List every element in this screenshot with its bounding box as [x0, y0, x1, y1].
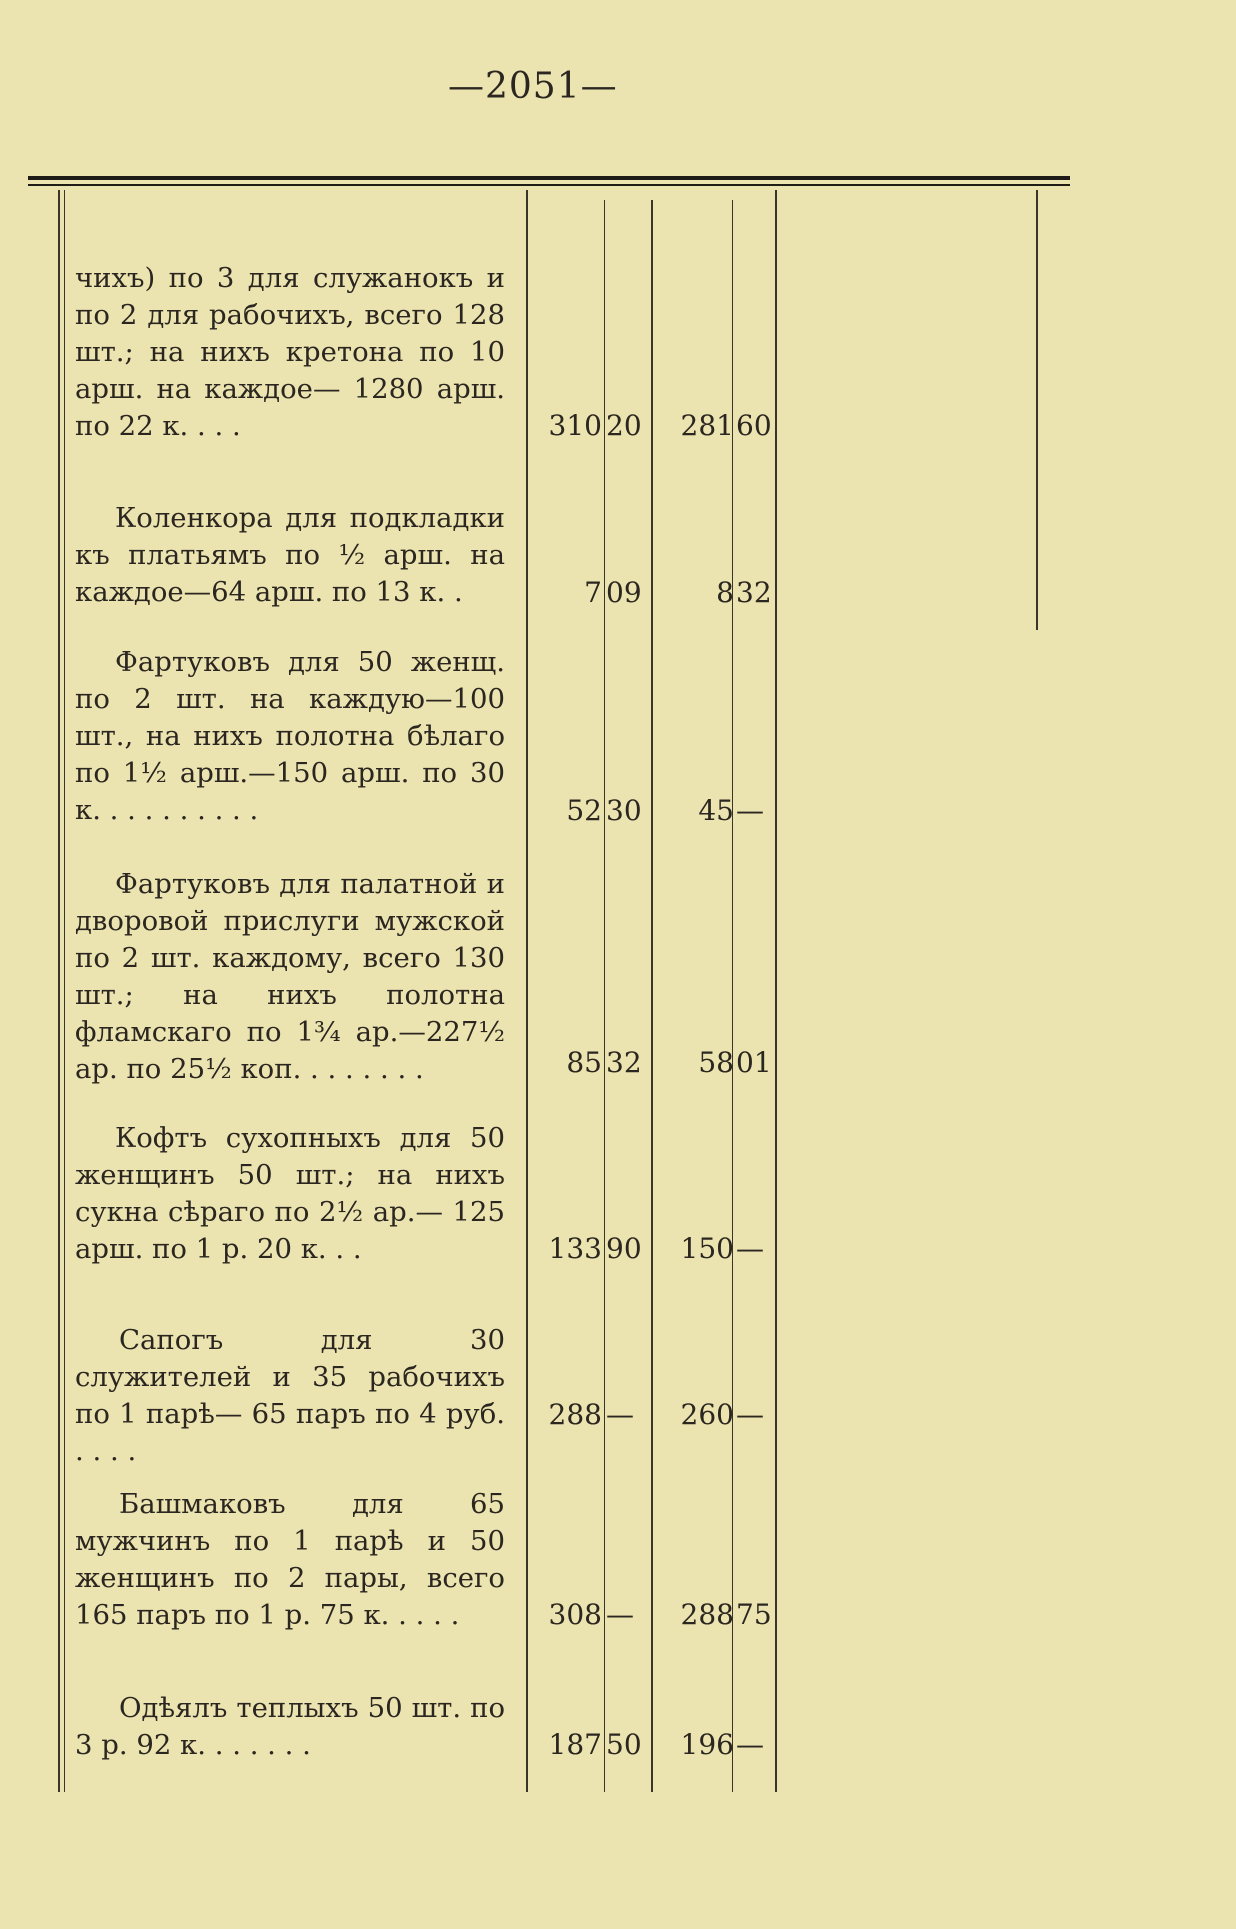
entry-text: чихъ) по 3 для служанокъ и по 2 для рабочихъ, всего 128 шт.; на нихъ кретона по 10 арш. на каждое— 1280 арш. по 22 к. . . .	[75, 262, 505, 442]
entry-text: Сапогъ для 30 служителей и 35 рабочихъ по 1 парѣ— 65 паръ по 4 руб. . . . .	[75, 1324, 505, 1467]
amount1-rub: 7	[584, 576, 602, 609]
header-rule-thin	[28, 184, 1070, 186]
amount2-rub: 45	[698, 794, 734, 827]
amount1-kop: —	[606, 1598, 634, 1631]
amount2-rub: 196	[680, 1728, 734, 1761]
amount2-rub: 288	[680, 1598, 734, 1631]
amount1-kop: 50	[606, 1728, 642, 1761]
entry-text: Одѣялъ теплыхъ 50 шт. по 3 р. 92 к. . . . . . .	[75, 1692, 505, 1761]
amount2-kop: —	[736, 794, 764, 827]
text-column-rule	[526, 190, 528, 1792]
amount2-kop: 01	[736, 1046, 772, 1079]
amount2-rub: 8	[716, 576, 734, 609]
amount1-rub: 308	[548, 1598, 602, 1631]
amount2-kop: 75	[736, 1598, 772, 1631]
amount2-rub: 150	[680, 1232, 734, 1265]
amount2-rub: 281	[680, 409, 734, 442]
header-rule-thick	[28, 176, 1070, 180]
amount1-rub: 288	[548, 1398, 602, 1431]
entry-text: Башмаковъ для 65 мужчинъ по 1 парѣ и 50 женщинъ по 2 пары, всего 165 паръ по 1 р. 75 к. . . . .	[75, 1488, 505, 1631]
amount2-kop: —	[736, 1398, 764, 1431]
amount2-kop: 32	[736, 576, 772, 609]
sum1-column-rule	[651, 200, 653, 1792]
entry-kreton	[75, 260, 505, 445]
left-border-line-inner	[64, 190, 65, 1792]
kop-column-rule-1	[604, 200, 605, 1792]
entry-kolenkor	[75, 500, 505, 611]
entry-sapogi	[75, 1322, 505, 1470]
amount1-kop: 20	[606, 409, 642, 442]
amount2-kop: 60	[736, 409, 772, 442]
amount1-rub: 310	[548, 409, 602, 442]
right-border-line	[1036, 190, 1038, 630]
amount2-kop: —	[736, 1728, 764, 1761]
entry-odeyala	[75, 1690, 505, 1764]
amount1-rub: 133	[548, 1232, 602, 1265]
entry-fartuki-zhensk	[75, 644, 505, 829]
page-number: —2051—	[448, 66, 618, 107]
entry-text: Фартуковъ для 50 женщ. по 2 шт. на каждую—100 шт., на нихъ полотна бѣлаго по 1½ арш.—150 арш. по 30 к. . . . . . . . . .	[75, 646, 505, 826]
entry-text: Фартуковъ для палатной и дворовой прислуги мужской по 2 шт. каждому, всего 130 шт.; на нихъ полотна фламскаго по 1¾ ар.—227½ ар. по 25½ коп. . . . . . . .	[75, 868, 505, 1085]
amount1-kop: 30	[606, 794, 642, 827]
amount1-kop: 09	[606, 576, 642, 609]
amount1-kop: 90	[606, 1232, 642, 1265]
left-border-line	[58, 190, 60, 1792]
entry-kofty	[75, 1120, 505, 1268]
amount2-kop: —	[736, 1232, 764, 1265]
entry-text: Кофтъ сухопныхъ для 50 женщинъ 50 шт.; на нихъ сукна сѣраго по 2½ ар.— 125 арш. по 1 р. 20 к. . .	[75, 1122, 505, 1265]
amount1-kop: —	[606, 1398, 634, 1431]
amount2-rub: 58	[698, 1046, 734, 1079]
amount1-kop: 32	[606, 1046, 642, 1079]
amount1-rub: 52	[566, 794, 602, 827]
entry-bashmaki	[75, 1486, 505, 1634]
amount1-rub: 85	[566, 1046, 602, 1079]
entry-text: Коленкора для подкладки къ платьямъ по ½ арш. на каждое—64 арш. по 13 к. .	[75, 502, 505, 608]
entry-fartuki-muzh	[75, 866, 505, 1088]
amount1-rub: 187	[548, 1728, 602, 1761]
amount2-rub: 260	[680, 1398, 734, 1431]
